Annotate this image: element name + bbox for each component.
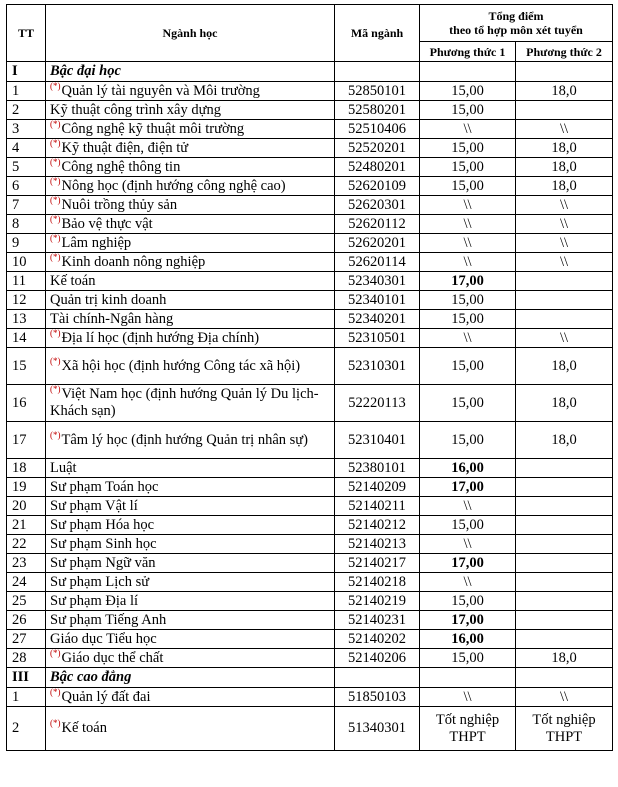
major-name: Quản lý đất đai <box>61 688 151 705</box>
method-1-score: 15,00 <box>420 516 516 535</box>
method-1-score: 17,00 <box>420 554 516 573</box>
table-row <box>7 120 613 139</box>
major-code: 52140218 <box>335 573 420 592</box>
method-2-score: \\ <box>516 329 613 348</box>
major-name: Quản lý tài nguyên và Môi trường <box>61 82 260 99</box>
priority-marker: (*) <box>50 718 61 729</box>
major-name-cell <box>46 329 335 348</box>
row-number: 9 <box>7 234 46 253</box>
section-number: III <box>7 668 46 688</box>
priority-marker: (*) <box>50 137 61 148</box>
major-name-cell <box>46 177 335 196</box>
table-row <box>7 253 613 272</box>
method-2-score: \\ <box>516 196 613 215</box>
major-name-cell <box>46 139 335 158</box>
major-name-cell <box>46 592 335 611</box>
header-score <box>420 5 613 42</box>
row-number: 23 <box>7 554 46 573</box>
major-code: 52220113 <box>335 385 420 422</box>
major-name-cell <box>46 630 335 649</box>
method-2-score: \\ <box>516 120 613 139</box>
priority-marker: (*) <box>50 355 61 366</box>
section-method-1-cell <box>420 62 516 82</box>
row-number: 5 <box>7 158 46 177</box>
section-header-row <box>7 668 613 688</box>
method-1-score: 16,00 <box>420 459 516 478</box>
major-name: Sư phạm Lịch sử <box>50 573 150 590</box>
major-name-cell <box>46 82 335 101</box>
section-title: Bậc đại học <box>46 62 335 82</box>
major-name-cell <box>46 688 335 707</box>
major-name-cell <box>46 253 335 272</box>
major-name-cell <box>46 234 335 253</box>
major-code: 52520201 <box>335 139 420 158</box>
method-1-score: \\ <box>420 535 516 554</box>
row-number: 12 <box>7 291 46 310</box>
method-2-score <box>516 101 613 120</box>
section-code-cell <box>335 668 420 688</box>
major-name-cell <box>46 385 335 422</box>
table-row <box>7 385 613 422</box>
major-code: 52580201 <box>335 101 420 120</box>
section-method-2-cell <box>516 62 613 82</box>
method-1-score: \\ <box>420 215 516 234</box>
table-row <box>7 158 613 177</box>
major-code: 52340201 <box>335 310 420 329</box>
major-name: Lâm nghiệp <box>61 234 132 251</box>
section-header-row <box>7 62 613 82</box>
row-number: 4 <box>7 139 46 158</box>
method-1-score: \\ <box>420 253 516 272</box>
table-row <box>7 478 613 497</box>
major-name: Địa lí học (định hướng Địa chính) <box>61 329 260 346</box>
priority-marker: (*) <box>50 156 61 167</box>
section-number: I <box>7 62 46 82</box>
major-name-cell <box>46 291 335 310</box>
method-2-score <box>516 554 613 573</box>
method-1-score: 15,00 <box>420 177 516 196</box>
method-2-score: \\ <box>516 215 613 234</box>
major-name-cell <box>46 215 335 234</box>
table-row <box>7 139 613 158</box>
priority-marker: (*) <box>50 80 61 91</box>
method-2-score <box>516 516 613 535</box>
method-1-score: 15,00 <box>420 348 516 385</box>
method-1-score: 15,00 <box>420 385 516 422</box>
method-2-score: \\ <box>516 234 613 253</box>
major-code: 52140212 <box>335 516 420 535</box>
major-name: Sư phạm Hóa học <box>50 516 155 533</box>
method-1-score: \\ <box>420 573 516 592</box>
row-number: 6 <box>7 177 46 196</box>
method-2-score <box>516 310 613 329</box>
major-name-cell <box>46 158 335 177</box>
method-2-score: Tốt nghiệp THPT <box>516 707 613 751</box>
major-code: 51850103 <box>335 688 420 707</box>
table-row <box>7 649 613 668</box>
major-name-cell <box>46 649 335 668</box>
method-1-score: 16,00 <box>420 630 516 649</box>
table-row <box>7 291 613 310</box>
priority-marker: (*) <box>50 647 61 658</box>
method-2-score <box>516 291 613 310</box>
method-1-score: 17,00 <box>420 478 516 497</box>
major-code: 52140206 <box>335 649 420 668</box>
table-row <box>7 422 613 459</box>
priority-marker: (*) <box>50 213 61 224</box>
major-code: 52310501 <box>335 329 420 348</box>
major-code: 52480201 <box>335 158 420 177</box>
table-row <box>7 611 613 630</box>
row-number: 1 <box>7 688 46 707</box>
priority-marker: (*) <box>50 327 61 338</box>
row-number: 11 <box>7 272 46 291</box>
table-row <box>7 554 613 573</box>
major-code: 52620301 <box>335 196 420 215</box>
row-number: 21 <box>7 516 46 535</box>
major-name: Kỹ thuật công trình xây dựng <box>50 101 221 118</box>
method-2-score <box>516 478 613 497</box>
major-code: 52510406 <box>335 120 420 139</box>
method-1-score: 17,00 <box>420 611 516 630</box>
major-code: 52620109 <box>335 177 420 196</box>
table-row <box>7 592 613 611</box>
method-1-score: 15,00 <box>420 291 516 310</box>
method-1-score: \\ <box>420 196 516 215</box>
major-name-cell <box>46 707 335 751</box>
header-major: Ngành học <box>46 5 335 62</box>
method-1-score: 15,00 <box>420 101 516 120</box>
method-1-score: \\ <box>420 688 516 707</box>
method-1-score: \\ <box>420 120 516 139</box>
header-score-subtitle: theo tổ hợp môn xét tuyển <box>449 23 583 37</box>
section-code-cell <box>335 62 420 82</box>
table-row <box>7 707 613 751</box>
major-code: 52140217 <box>335 554 420 573</box>
major-name: Sư phạm Toán học <box>50 478 159 495</box>
method-2-score: 18,0 <box>516 385 613 422</box>
row-number: 16 <box>7 385 46 422</box>
major-name: Luật <box>50 459 77 476</box>
method-1-score: Tốt nghiệp THPT <box>420 707 516 751</box>
major-name-cell <box>46 348 335 385</box>
priority-marker: (*) <box>50 429 61 440</box>
major-name: Sư phạm Vật lí <box>50 497 138 514</box>
major-code: 52140213 <box>335 535 420 554</box>
major-name: Xã hội học (định hướng Công tác xã hội) <box>61 357 301 374</box>
major-code: 52140211 <box>335 497 420 516</box>
method-1-score: 15,00 <box>420 592 516 611</box>
major-code: 52310401 <box>335 422 420 459</box>
row-number: 17 <box>7 422 46 459</box>
major-name: Tài chính-Ngân hàng <box>50 310 174 327</box>
major-name: Sư phạm Tiếng Anh <box>50 611 167 628</box>
method-2-score: 18,0 <box>516 649 613 668</box>
major-name: Tâm lý học (định hướng Quản trị nhân sự) <box>61 431 308 448</box>
table-row <box>7 101 613 120</box>
row-number: 14 <box>7 329 46 348</box>
priority-marker: (*) <box>50 175 61 186</box>
row-number: 19 <box>7 478 46 497</box>
major-name: Nuôi trồng thủy sản <box>61 196 178 213</box>
table-row <box>7 196 613 215</box>
row-number: 18 <box>7 459 46 478</box>
row-number: 10 <box>7 253 46 272</box>
major-code: 52310301 <box>335 348 420 385</box>
major-name-cell <box>46 422 335 459</box>
admission-table-container <box>6 4 612 751</box>
major-code: 52620201 <box>335 234 420 253</box>
major-code: 52380101 <box>335 459 420 478</box>
section-method-1-cell <box>420 668 516 688</box>
table-row <box>7 215 613 234</box>
row-number: 2 <box>7 707 46 751</box>
major-name-cell <box>46 497 335 516</box>
major-name: Giáo dục Tiểu học <box>50 630 157 647</box>
priority-marker: (*) <box>50 384 61 395</box>
method-2-score <box>516 497 613 516</box>
major-name: Kỹ thuật điện, điện tử <box>61 139 189 156</box>
header-method-2: Phương thức 2 <box>516 42 613 62</box>
major-code: 52140219 <box>335 592 420 611</box>
major-name: Sư phạm Ngữ văn <box>50 554 156 571</box>
method-1-score: 15,00 <box>420 649 516 668</box>
row-number: 2 <box>7 101 46 120</box>
major-name: Sư phạm Địa lí <box>50 592 139 609</box>
table-row <box>7 688 613 707</box>
major-code: 51340301 <box>335 707 420 751</box>
method-2-score: 18,0 <box>516 348 613 385</box>
major-name: Việt Nam học (định hướng Quản lý Du lịch-Khách sạn) <box>50 386 319 419</box>
method-1-score: 15,00 <box>420 310 516 329</box>
table-row <box>7 497 613 516</box>
section-method-2-cell <box>516 668 613 688</box>
table-row <box>7 348 613 385</box>
method-2-score: 18,0 <box>516 82 613 101</box>
row-number: 13 <box>7 310 46 329</box>
method-2-score <box>516 272 613 291</box>
method-2-score <box>516 592 613 611</box>
priority-marker: (*) <box>50 194 61 205</box>
table-row <box>7 177 613 196</box>
major-name-cell <box>46 573 335 592</box>
row-number: 3 <box>7 120 46 139</box>
major-name: Nông học (định hướng công nghệ cao) <box>61 177 286 194</box>
row-number: 7 <box>7 196 46 215</box>
method-2-score: 18,0 <box>516 422 613 459</box>
major-name: Công nghệ thông tin <box>61 158 181 175</box>
row-number: 22 <box>7 535 46 554</box>
major-name-cell <box>46 459 335 478</box>
method-1-score: 15,00 <box>420 139 516 158</box>
table-row <box>7 459 613 478</box>
row-number: 1 <box>7 82 46 101</box>
table-row <box>7 82 613 101</box>
row-number: 24 <box>7 573 46 592</box>
method-2-score <box>516 535 613 554</box>
method-1-score: \\ <box>420 234 516 253</box>
major-name-cell <box>46 516 335 535</box>
major-name: Công nghệ kỹ thuật môi trường <box>61 120 245 137</box>
priority-marker: (*) <box>50 251 61 262</box>
table-row <box>7 272 613 291</box>
admission-score-table <box>6 4 613 751</box>
method-2-score <box>516 459 613 478</box>
method-1-score: 15,00 <box>420 82 516 101</box>
major-name: Kinh doanh nông nghiệp <box>61 253 206 270</box>
method-1-score: 15,00 <box>420 422 516 459</box>
method-2-score <box>516 611 613 630</box>
method-2-score: 18,0 <box>516 139 613 158</box>
major-name: Quản trị kinh doanh <box>50 291 167 308</box>
row-number: 27 <box>7 630 46 649</box>
major-name-cell <box>46 272 335 291</box>
major-code: 52340301 <box>335 272 420 291</box>
row-number: 26 <box>7 611 46 630</box>
major-name: Kế toán <box>50 272 96 289</box>
method-1-score: 17,00 <box>420 272 516 291</box>
major-name: Sư phạm Sinh học <box>50 535 157 552</box>
row-number: 8 <box>7 215 46 234</box>
table-row <box>7 310 613 329</box>
major-code: 52340101 <box>335 291 420 310</box>
major-name-cell <box>46 535 335 554</box>
priority-marker: (*) <box>50 118 61 129</box>
method-2-score <box>516 573 613 592</box>
major-code: 52140202 <box>335 630 420 649</box>
major-name-cell <box>46 196 335 215</box>
method-2-score: 18,0 <box>516 177 613 196</box>
major-code: 52850101 <box>335 82 420 101</box>
table-row <box>7 535 613 554</box>
major-name-cell <box>46 611 335 630</box>
method-2-score: \\ <box>516 253 613 272</box>
method-2-score <box>516 630 613 649</box>
header-method-1: Phương thức 1 <box>420 42 516 62</box>
major-code: 52620112 <box>335 215 420 234</box>
major-name-cell <box>46 101 335 120</box>
header-tt: TT <box>7 5 46 62</box>
method-1-score: \\ <box>420 329 516 348</box>
major-name-cell <box>46 120 335 139</box>
header-code: Mã ngành <box>335 5 420 62</box>
header-score-title: Tổng điểm <box>488 9 544 23</box>
priority-marker: (*) <box>50 232 61 243</box>
table-row <box>7 630 613 649</box>
section-title: Bậc cao đẳng <box>46 668 335 688</box>
table-row <box>7 573 613 592</box>
major-code: 52620114 <box>335 253 420 272</box>
major-name-cell <box>46 478 335 497</box>
major-name: Giáo dục thể chất <box>61 649 164 666</box>
major-code: 52140209 <box>335 478 420 497</box>
priority-marker: (*) <box>50 686 61 697</box>
method-1-score: \\ <box>420 497 516 516</box>
method-2-score: \\ <box>516 688 613 707</box>
major-name: Bảo vệ thực vật <box>61 215 153 232</box>
table-row <box>7 516 613 535</box>
table-body <box>7 62 613 751</box>
row-number: 20 <box>7 497 46 516</box>
method-1-score: 15,00 <box>420 158 516 177</box>
row-number: 15 <box>7 348 46 385</box>
row-number: 25 <box>7 592 46 611</box>
major-name-cell <box>46 310 335 329</box>
major-name: Kế toán <box>61 720 107 736</box>
major-name-cell <box>46 554 335 573</box>
method-2-score: 18,0 <box>516 158 613 177</box>
table-row <box>7 329 613 348</box>
row-number: 28 <box>7 649 46 668</box>
major-code: 52140231 <box>335 611 420 630</box>
table-row <box>7 234 613 253</box>
